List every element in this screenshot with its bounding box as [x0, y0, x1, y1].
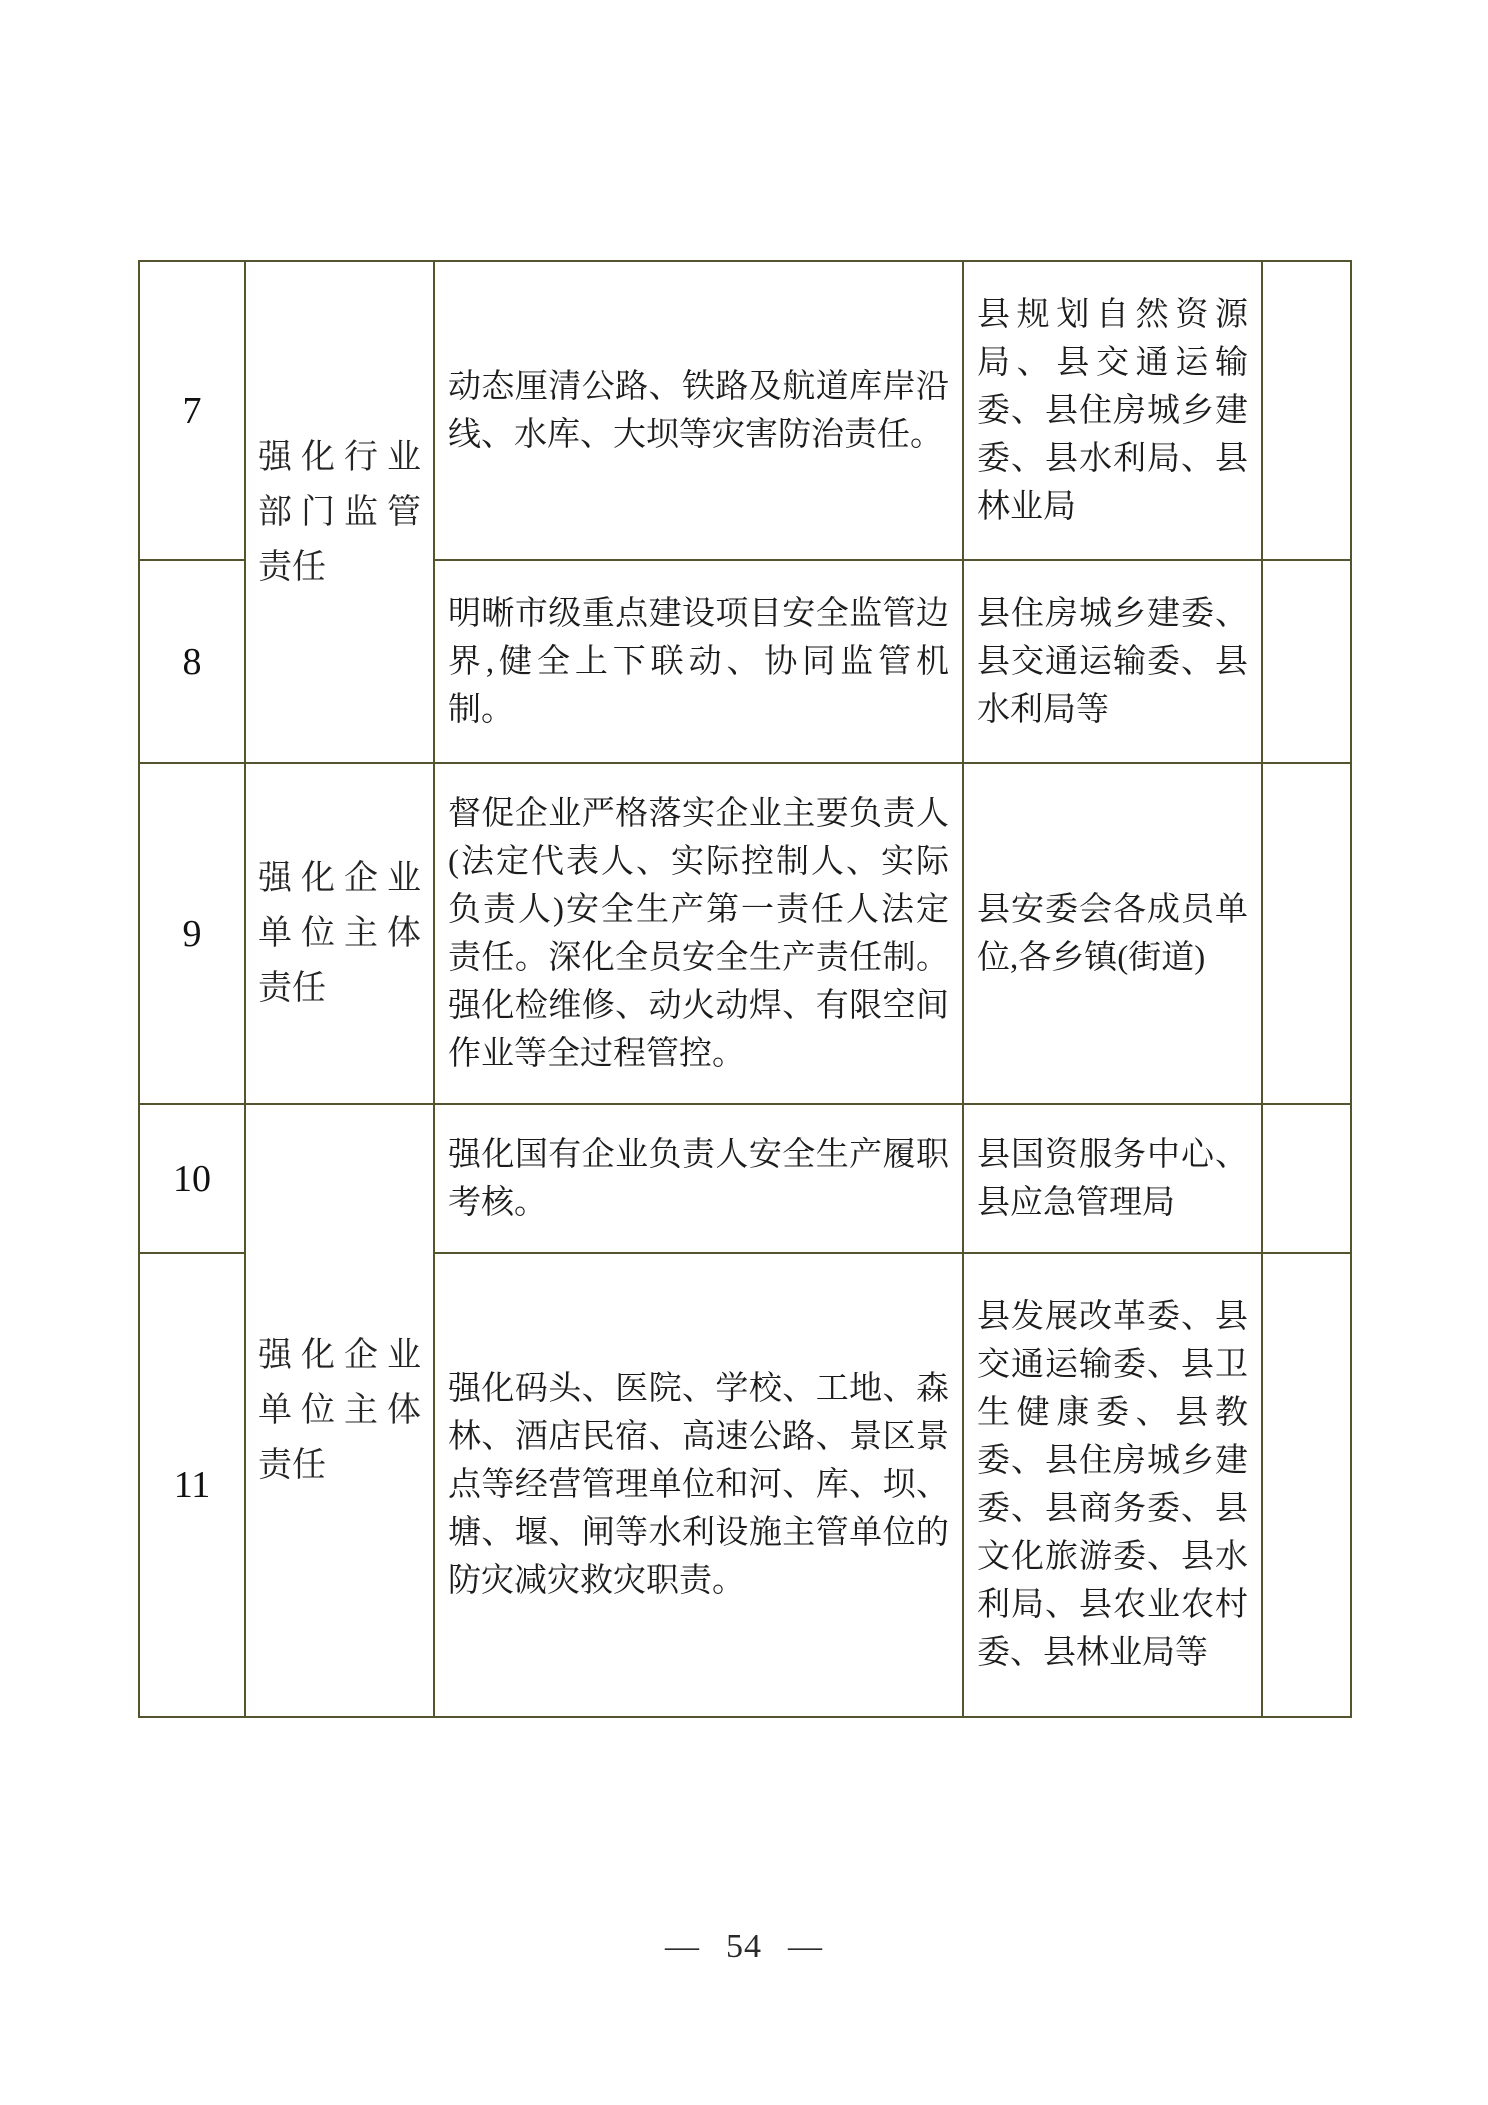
task-cell: 明晰市级重点建设项目安全监管边界,健全上下联动、协同监管机制。 — [434, 560, 963, 763]
page-footer — [0, 1928, 1488, 1966]
category-cell: 强化企业单位主体责任 — [245, 1104, 434, 1717]
row-number-cell: 7 — [139, 261, 245, 560]
table-row — [139, 763, 1351, 1104]
responsible-cell: 县住房城乡建委、县交通运输委、县水利局等 — [963, 560, 1262, 763]
task-cell: 强化国有企业负责人安全生产履职考核。 — [434, 1104, 963, 1253]
row-number-cell: 9 — [139, 763, 245, 1104]
responsible-cell: 县发展改革委、县交通运输委、县卫生健康委、县教委、县住房城乡建委、县商务委、县文化旅游委、县水利局、县农业农村委、县林业局等 — [963, 1253, 1262, 1717]
remark-cell — [1262, 1104, 1351, 1253]
responsible-cell: 县国资服务中心、县应急管理局 — [963, 1104, 1262, 1253]
responsible-cell: 县安委会各成员单位,各乡镇(街道) — [963, 763, 1262, 1104]
remark-cell — [1262, 261, 1351, 560]
table-row — [139, 261, 1351, 560]
page-number: 54 — [726, 1928, 762, 1965]
task-cell: 督促企业严格落实企业主要负责人(法定代表人、实际控制人、实际负责人)安全生产第一责任人法定责任。深化全员安全生产责任制。强化检维修、动火动焊、有限空间作业等全过程管控。 — [434, 763, 963, 1104]
responsibility-table — [138, 260, 1352, 1718]
footer-dash-right: — — [788, 1928, 823, 1965]
row-number-cell: 11 — [139, 1253, 245, 1717]
responsible-cell: 县规划自然资源局、县交通运输委、县住房城乡建委、县水利局、县林业局 — [963, 261, 1262, 560]
remark-cell — [1262, 763, 1351, 1104]
row-number-cell: 10 — [139, 1104, 245, 1253]
category-cell: 强化企业单位主体责任 — [245, 763, 434, 1104]
table-row — [139, 1104, 1351, 1253]
task-cell: 动态厘清公路、铁路及航道库岸沿线、水库、大坝等灾害防治责任。 — [434, 261, 963, 560]
task-cell: 强化码头、医院、学校、工地、森林、酒店民宿、高速公路、景区景点等经营管理单位和河、库、坝、塘、堰、闸等水利设施主管单位的防灾减灾救灾职责。 — [434, 1253, 963, 1717]
remark-cell — [1262, 1253, 1351, 1717]
remark-cell — [1262, 560, 1351, 763]
row-number-cell: 8 — [139, 560, 245, 763]
category-cell: 强化行业部门监管责任 — [245, 261, 434, 763]
footer-dash-left: — — [665, 1928, 700, 1965]
